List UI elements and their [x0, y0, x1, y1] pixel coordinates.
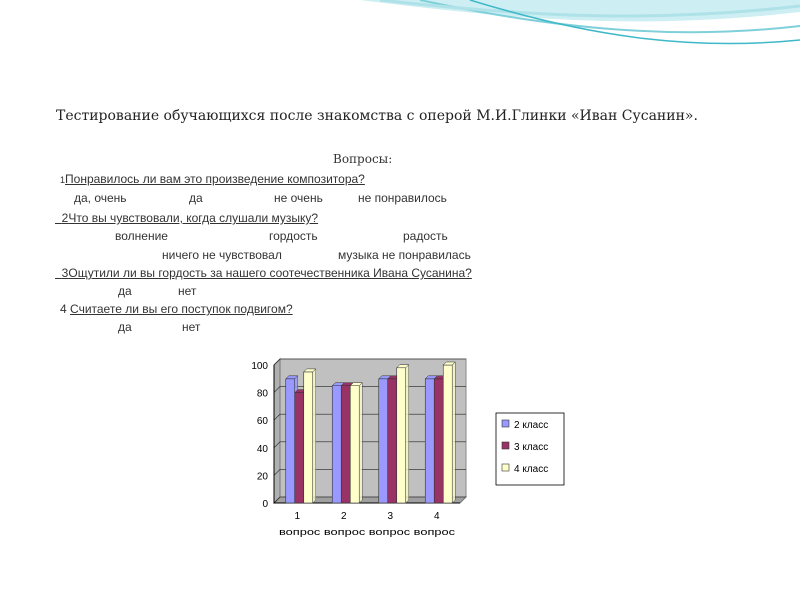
- answer: ничего не чувствовал: [162, 248, 282, 262]
- page-title: Тестирование обучающихся после знакомства с оперой М.И.Глинки «Иван Сусанин».: [56, 108, 698, 124]
- bar-side: [406, 365, 409, 503]
- question-2-answers-row1: [115, 229, 448, 243]
- question-3-answers: [118, 284, 196, 298]
- bar: [388, 379, 397, 503]
- legend-label: 4 класс: [514, 464, 549, 475]
- bar-chart: [238, 355, 568, 555]
- results-chart: [238, 355, 568, 555]
- legend-label: 2 класс: [514, 420, 549, 431]
- y-tick-label: 40: [256, 443, 268, 455]
- questions-heading: Вопросы:: [333, 152, 393, 166]
- answer: гордость: [269, 229, 318, 243]
- bar-side: [452, 362, 455, 503]
- x-tick-label: 1: [294, 511, 301, 522]
- question-3: 3Ощутили ли вы гордость за нашего соотечественника Ивана Сусанина?: [61, 266, 472, 280]
- question-1: 1Понравилось ли вам это произведение композитора?: [60, 172, 365, 186]
- bar: [379, 379, 388, 503]
- x-tick-label: 4: [433, 511, 440, 522]
- x-axis-label: вопрос вопрос вопрос вопрос: [279, 527, 456, 537]
- bar: [434, 379, 443, 503]
- legend-swatch: [502, 464, 509, 471]
- y-tick-label: 20: [256, 471, 268, 483]
- bar-side: [313, 369, 316, 503]
- y-tick-label: 100: [251, 361, 268, 372]
- answer: да: [118, 320, 132, 334]
- bar: [397, 368, 406, 503]
- answer: не понравилось: [358, 191, 447, 205]
- answer: да: [118, 284, 132, 298]
- bar: [304, 372, 313, 503]
- answer: нет: [178, 284, 197, 298]
- x-tick-label: 2: [340, 511, 347, 522]
- question-4: 4 Считаете ли вы его поступок подвигом?: [60, 302, 293, 316]
- x-tick-label: 3: [387, 511, 394, 522]
- y-tick-label: 80: [256, 388, 268, 400]
- legend-swatch: [502, 442, 509, 449]
- bar: [443, 365, 452, 503]
- bar: [350, 386, 359, 503]
- answer: да, очень: [74, 191, 127, 205]
- question-1-answers: [74, 191, 447, 205]
- answer: радость: [403, 229, 448, 243]
- wave-decoration: [0, 0, 800, 90]
- question-2-answers-row2: [162, 248, 471, 262]
- answer: волнение: [115, 229, 168, 243]
- legend-swatch: [502, 420, 509, 427]
- y-tick-label: 60: [256, 416, 268, 428]
- answer: музыка не понравилась: [338, 248, 471, 262]
- bar-side: [359, 383, 362, 503]
- answer: нет: [182, 320, 201, 334]
- answer: не очень: [274, 191, 323, 205]
- question-2: 2Что вы чувствовали, когда слушали музыку?: [61, 211, 319, 225]
- answer: да: [189, 191, 203, 205]
- question-4-answers: [118, 320, 200, 334]
- y-tick-label: 0: [262, 499, 268, 510]
- bar: [295, 393, 304, 503]
- legend-label: 3 класс: [514, 442, 549, 453]
- bar: [341, 386, 350, 503]
- bar: [286, 379, 295, 503]
- bar: [332, 386, 341, 503]
- plot-side-wall: [274, 359, 280, 503]
- bar: [425, 379, 434, 503]
